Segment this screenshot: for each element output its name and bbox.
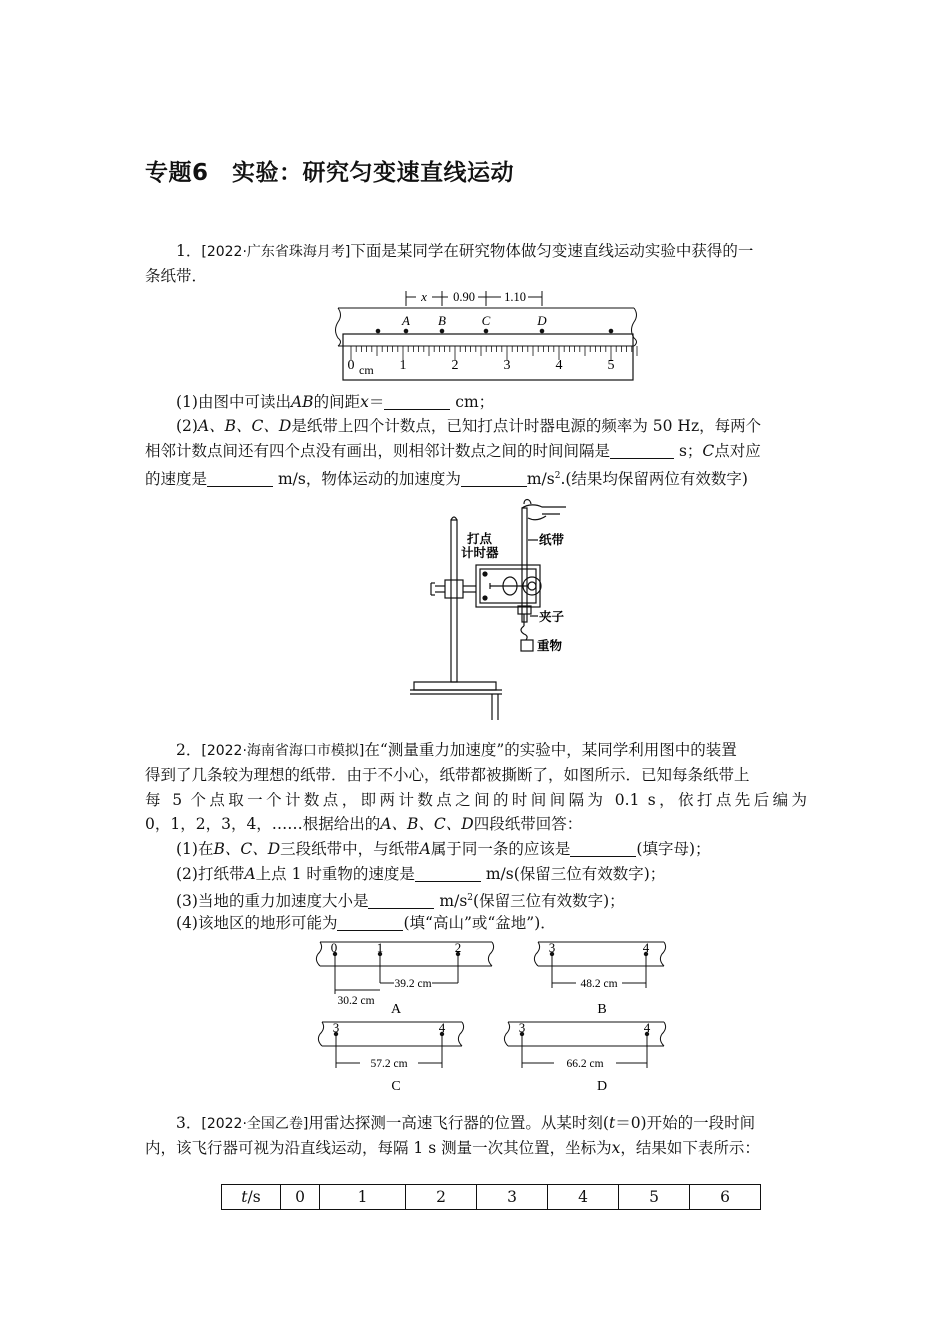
q2-answer-blank-2[interactable]	[415, 864, 481, 882]
ruler-num-5: 5	[607, 358, 615, 373]
q2-answer-blank-4[interactable]	[337, 913, 403, 931]
q2-l4-tapes: A、B、C、D	[380, 815, 474, 833]
q3-stem-line1	[145, 1111, 807, 1137]
q2-source: [2022·海南省海口市模拟]	[201, 743, 365, 759]
tape-c-name: C	[391, 1079, 401, 1094]
q1-source: [2022·广东省珠海月考]	[201, 244, 351, 260]
q2-stem-line2: 得到了几条较为理想的纸带．由于不小心，纸带都被撕断了，如图所示．已知每条纸带上	[145, 766, 750, 784]
table-cell: 1	[320, 1185, 406, 1210]
q2-s1-text3: 属于同一条的应该是	[430, 840, 571, 858]
q2-l4-text: 0，1，2，3，4，……根据给出的	[145, 815, 381, 833]
q3-l2-x: x	[611, 1139, 621, 1157]
table-cell: 6	[690, 1185, 761, 1210]
q3-number: 3．	[176, 1114, 202, 1132]
ruler-unit: cm	[359, 363, 374, 377]
q3-l1-text2: ＝0)开始的一段时间	[615, 1114, 756, 1132]
q3-stem-line2	[145, 1136, 807, 1161]
table-row	[222, 1185, 761, 1210]
table-cell: 4	[548, 1185, 619, 1210]
q1-stem-line2: 条纸带．	[145, 267, 208, 285]
q2-l4-text2: 四段纸带回答：	[473, 815, 583, 833]
q1-stem-text: 下面是某同学在研究物体做匀变速直线运动实验中获得的一	[350, 242, 754, 260]
q2-tapes-figure	[312, 936, 672, 1094]
tape-a-p0: 0	[330, 940, 338, 955]
tape-a-d2: 39.2 cm	[394, 978, 432, 990]
q2-s1-text: (1)在	[176, 840, 214, 858]
tape-b-p0: 3	[548, 940, 556, 955]
q1-label-a: A	[402, 313, 410, 328]
ruler-num-2: 2	[451, 358, 459, 373]
q1-dim-x: x	[421, 289, 427, 304]
table-head-var: t	[241, 1188, 248, 1206]
q2-s2-text2: 上点 1 时重物的速度是	[255, 865, 415, 883]
label-timer-1: 打点	[467, 532, 493, 546]
q1-sub2-line2	[145, 439, 807, 464]
q2-s2-a: A	[244, 865, 256, 883]
table-head-unit: /s	[247, 1188, 261, 1206]
q1-sub1-text: (1)由图中可读出	[176, 393, 291, 411]
label-weight: 重物	[537, 639, 563, 653]
q2-s1-note: (填字母)；	[636, 840, 711, 858]
q1-sub2-text2: 相邻计数点间还有四个点没有画出，则相邻计数点之间的时间间隔是	[145, 442, 611, 460]
q3-data-table	[221, 1184, 761, 1210]
q2-sub4	[176, 911, 556, 936]
q2-s1-tapes: B、C、D	[213, 840, 281, 858]
q2-sub2	[176, 862, 665, 887]
q1-sub2-line1	[176, 414, 761, 439]
tape-d-d: 66.2 cm	[566, 1058, 604, 1070]
q2-sub1	[176, 837, 711, 862]
q2-stem-text: 在“测量重力加速度”的实验中，某同学利用图中的装置	[364, 741, 737, 759]
q1-answer-blank-2[interactable]	[610, 441, 674, 459]
table-head-cell	[222, 1185, 281, 1210]
q1-sub1-text2: 的间距	[313, 393, 361, 411]
tape-c-p0: 3	[332, 1020, 340, 1035]
table-cell: 3	[477, 1185, 548, 1210]
q2-stem-line4	[145, 812, 807, 837]
q1-sub2-text4: 的速度是	[145, 470, 208, 489]
q2-s1-a: A	[419, 840, 431, 858]
q1-sub2-c: C	[702, 442, 715, 460]
q1-sub1-x: x	[360, 393, 369, 411]
label-timer-2: 计时器	[461, 546, 499, 560]
ruler-num-1: 1	[399, 358, 407, 373]
q2-stem-line3: 每 5 个点取一个计数点，即两计数点之间的时间间隔为 0.1 s，依打点先后编为	[145, 791, 807, 809]
q2-number: 2．	[176, 741, 202, 759]
q1-sub2-text: 是纸带上四个计数点，已知打点计时器电源的频率为 50 Hz，每两个	[291, 417, 762, 435]
tape-d-name: D	[596, 1079, 608, 1094]
tape-b-p1: 4	[642, 940, 650, 955]
tape-a-name: A	[390, 1002, 402, 1017]
label-tape: 纸带	[539, 533, 565, 547]
table-cell: 5	[619, 1185, 690, 1210]
q3-l2-text: 内，该飞行器可视为沿直线运动，每隔 1 s 测量一次其位置，坐标为	[145, 1139, 612, 1157]
q2-answer-blank-3[interactable]	[368, 891, 434, 909]
ruler-num-4: 4	[555, 358, 563, 373]
q1-answer-blank-1[interactable]	[384, 392, 450, 410]
table-cell: 2	[406, 1185, 477, 1210]
q1-sub2-unit-a: m/s	[526, 470, 555, 489]
q1-sub2-text5: m/s，物体运动的加速度为	[277, 470, 461, 489]
q2-s3-text: (3)当地的重力加速度大小是	[176, 892, 369, 911]
tape-c-d: 57.2 cm	[370, 1058, 408, 1070]
q1-dim-110: 1.10	[504, 290, 526, 304]
q3-l2-text2: ，结果如下表所示：	[620, 1139, 760, 1157]
q1-sub2-unit-s: s；	[678, 442, 703, 460]
tape-c-p1: 4	[438, 1020, 446, 1035]
q1-stem	[145, 239, 807, 265]
q2-s2-note: m/s(保留三位有效数字)；	[485, 865, 666, 883]
page-title: 专题6 实验：研究匀变速直线运动	[145, 160, 515, 186]
q1-sub2-sup: 2	[554, 471, 561, 481]
q2-s3-unit: m/s	[439, 892, 468, 911]
q1-sub2-text3: 点对应	[714, 442, 761, 460]
q1-label-d: D	[537, 313, 547, 328]
q1-ruler-figure	[335, 286, 640, 384]
q1-sub1-unit: cm；	[455, 393, 495, 411]
q1-sub2-num: (2)	[176, 417, 198, 435]
table-cell: 0	[281, 1185, 320, 1210]
q1-sub1	[176, 390, 494, 415]
tape-b-d: 48.2 cm	[580, 978, 618, 990]
q1-sub2-points: A、B、C、D	[197, 417, 292, 435]
q1-answer-blank-3[interactable]	[207, 469, 273, 487]
q2-s2-text: (2)打纸带	[176, 865, 245, 883]
q2-s4-text: (4)该地区的地形可能为	[176, 914, 338, 932]
q1-sub2-note: .(结果均保留两位有效数字)	[560, 470, 748, 489]
q1-label-c: C	[481, 313, 491, 328]
ruler-num-0: 0	[347, 358, 355, 373]
q1-number: 1．	[176, 242, 202, 260]
q2-sub3	[176, 886, 625, 914]
q3-source: [2022·全国乙卷]	[201, 1116, 309, 1132]
tape-a-d1: 30.2 cm	[337, 995, 375, 1007]
tape-b-name: B	[597, 1002, 607, 1017]
q2-stem-line1	[145, 738, 807, 764]
q1-sub1-eq: ＝	[368, 393, 385, 411]
q2-s4-note: (填“高山”或“盆地”)．	[403, 914, 556, 932]
q2-s1-text2: 三段纸带中，与纸带	[280, 840, 420, 858]
tape-d-p0: 3	[518, 1020, 526, 1035]
q3-l1-t: t	[608, 1114, 616, 1132]
q1-sub2-line3	[145, 464, 807, 492]
q2-answer-blank-1[interactable]	[570, 839, 636, 857]
tape-d-p1: 4	[643, 1020, 651, 1035]
q1-sub1-ab: AB	[290, 393, 314, 411]
q1-label-b: B	[438, 313, 446, 328]
label-clip: 夹子	[539, 610, 565, 624]
tape-a-p2: 2	[454, 940, 462, 955]
q1-dim-090: 0.90	[453, 290, 475, 304]
q1-answer-blank-4[interactable]	[461, 469, 527, 487]
q2-s3-sup: 2	[467, 893, 474, 903]
ruler-num-3: 3	[503, 358, 511, 373]
tape-a-p1: 1	[376, 940, 384, 955]
q3-l1-text: 用雷达探测一高速飞行器的位置。从某时刻(	[308, 1114, 609, 1132]
q2-s3-note: (保留三位有效数字)；	[473, 892, 625, 911]
q1-apparatus-figure	[410, 494, 580, 724]
